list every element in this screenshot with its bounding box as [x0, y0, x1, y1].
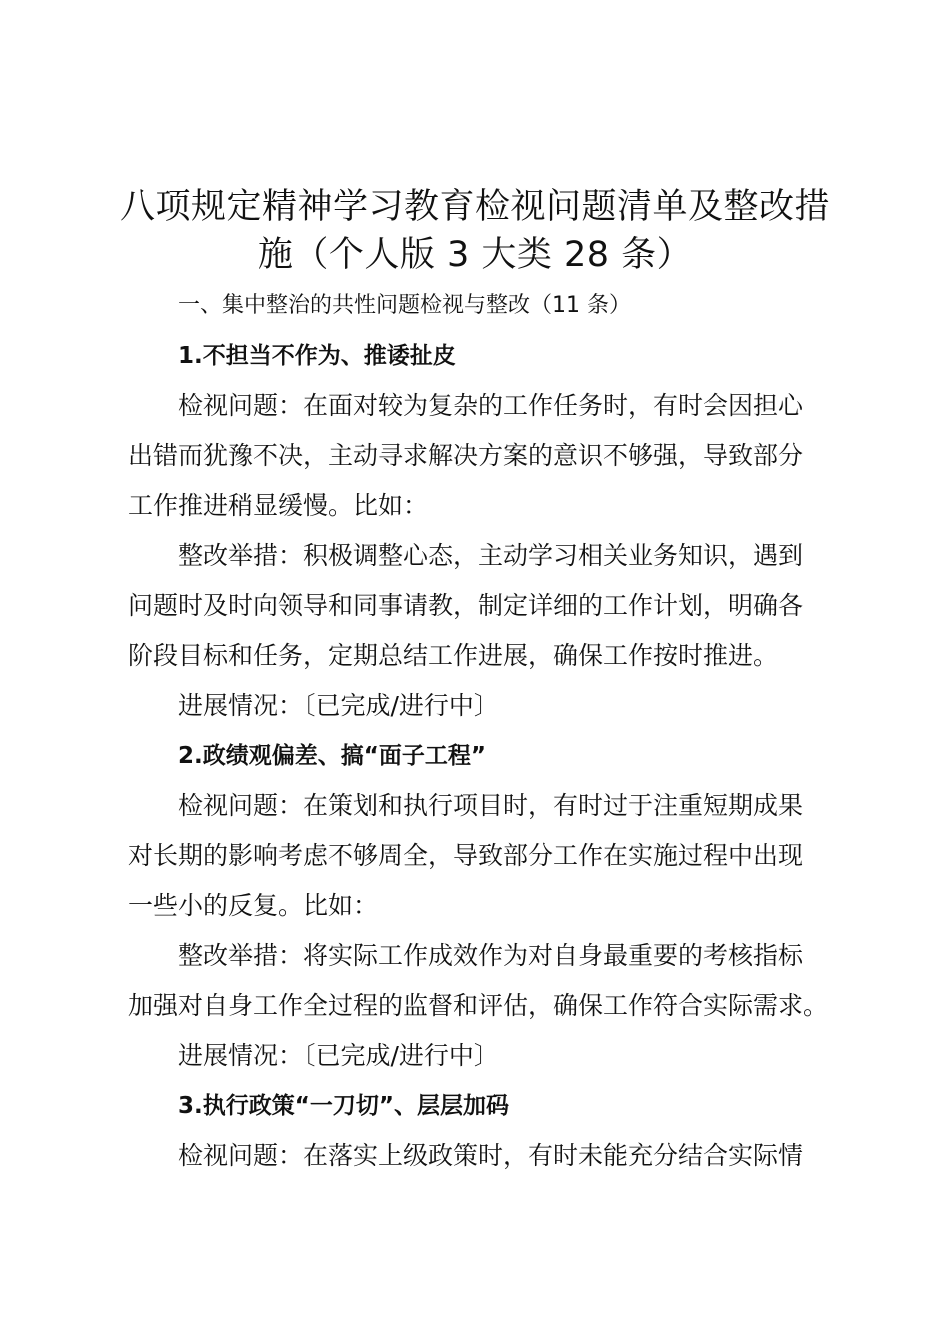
item-2-problem-line: 一些小的反复。比如： — [128, 891, 379, 920]
item-2-measure-line: 整改举措：将实际工作成效作为对自身最重要的考核指标 — [178, 941, 804, 970]
item-1-measure-line: 整改举措：积极调整心态，主动学习相关业务知识，遇到 — [178, 541, 804, 570]
section-heading: 一、集中整治的共性问题检视与整改（11 条） — [178, 293, 631, 318]
item-3-problem-line: 检视问题：在落实上级政策时，有时未能充分结合实际情 — [178, 1141, 804, 1170]
item-2-heading: 2.政绩观偏差、搞“面子工程” — [178, 743, 486, 769]
document-title-line-2: 施（个人版 3 大类 28 条） — [257, 235, 693, 275]
item-2-problem-line: 检视问题：在策划和执行项目时，有时过于注重短期成果 — [178, 791, 804, 820]
item-1-measure-line: 阶段目标和任务，定期总结工作进展，确保工作按时推进。 — [128, 641, 779, 670]
item-1-problem-line: 出错而犹豫不决，主动寻求解决方案的意识不够强，导致部分 — [128, 441, 804, 470]
item-1-problem-line: 检视问题：在面对较为复杂的工作任务时，有时会因担心 — [178, 391, 804, 420]
item-2-problem-line: 对长期的影响考虑不够周全，导致部分工作在实施过程中出现 — [128, 841, 804, 870]
item-1-progress: 进展情况：〔已完成/进行中〕 — [178, 691, 499, 720]
item-1-heading: 1.不担当不作为、推诿扯皮 — [178, 343, 456, 369]
item-3-heading: 3.执行政策“一刀切”、层层加码 — [178, 1093, 509, 1119]
document-title-line-1: 八项规定精神学习教育检视问题清单及整改措 — [120, 187, 831, 227]
item-2-measure-line: 加强对自身工作全过程的监督和评估，确保工作符合实际需求。 — [128, 991, 829, 1020]
item-2-progress: 进展情况：〔已完成/进行中〕 — [178, 1041, 499, 1070]
item-1-problem-line: 工作推进稍显缓慢。比如： — [128, 491, 429, 520]
item-1-measure-line: 问题时及时向领导和同事请教，制定详细的工作计划，明确各 — [128, 591, 804, 620]
